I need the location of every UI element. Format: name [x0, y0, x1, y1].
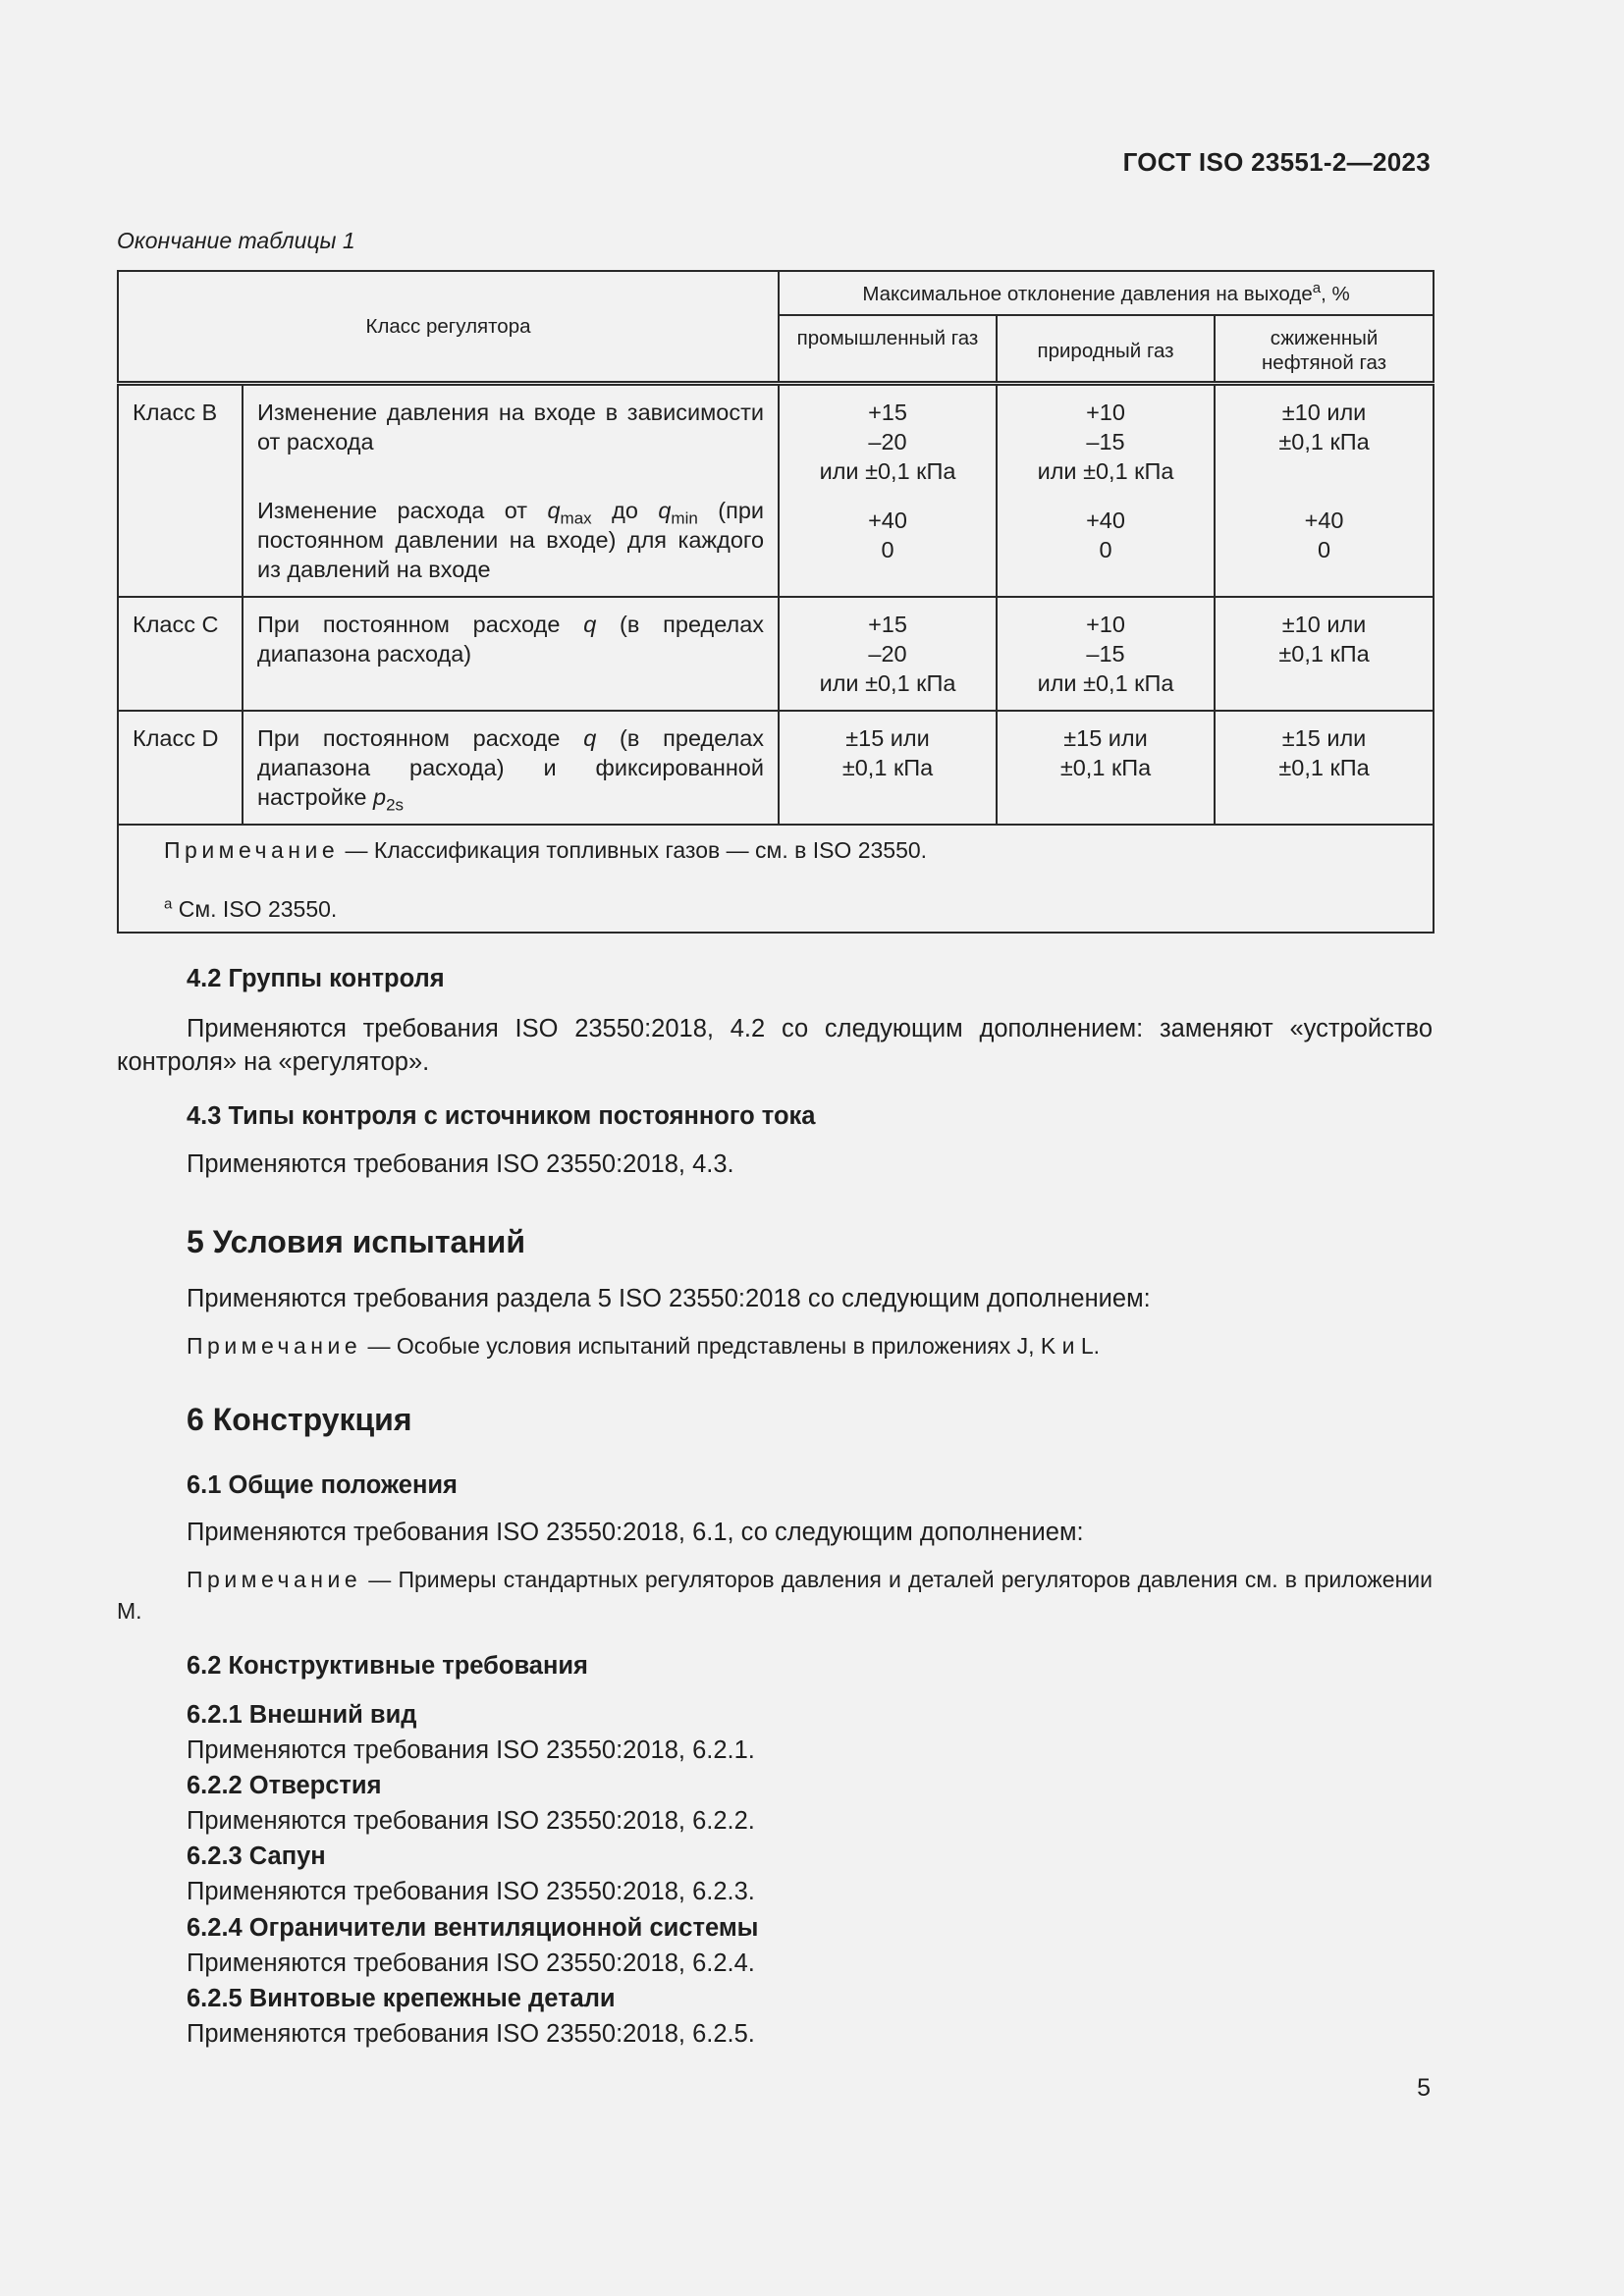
industrial-gas-value: +15 –20 или ±0,1 кПа — [779, 597, 997, 711]
document-code: ГОСТ ISO 23551-2—2023 — [1122, 147, 1431, 177]
section-6-2-4-text: Применяются требования ISO 23550:2018, 6.2.4. — [187, 1949, 755, 1977]
regulator-class-table — [117, 270, 1435, 934]
table-row — [118, 597, 1434, 711]
lpg-value: ±10 или ±0,1 кПа +40 0 — [1215, 384, 1434, 598]
table-footnote: $^a$ См. ISO 23550. — [164, 895, 338, 922]
section-4-3-title: 4.3 Типы контроля с источником постоянного тока — [187, 1102, 816, 1130]
section-6-2-3-title: 6.2.3 Сапун — [187, 1842, 326, 1870]
class-label: Класс C — [118, 597, 243, 711]
section-6-2-2-text: Применяются требования ISO 23550:2018, 6.2.2. — [187, 1807, 755, 1835]
class-label: Класс B — [118, 384, 243, 598]
table-notes — [118, 825, 1434, 933]
industrial-gas-value: +15 –20 или ±0,1 кПа +40 0 — [779, 384, 997, 598]
section-4-2-title: 4.2 Группы контроля — [187, 965, 445, 992]
class-label: Класс D — [118, 711, 243, 825]
industrial-gas-value: ±15 или ±0,1 кПа — [779, 711, 997, 825]
header-max-deviation: Максимальное отклонение давления на выходе$^a$, % — [779, 271, 1434, 315]
section-6-2-5-title: 6.2.5 Винтовые крепежные детали — [187, 1985, 616, 2012]
lpg-value: ±10 или ±0,1 кПа — [1215, 597, 1434, 711]
section-6-2-3-text: Применяются требования ISO 23550:2018, 6.2.3. — [187, 1878, 755, 1905]
header-industrial-gas: промышленный газ — [779, 315, 997, 384]
section-5-title: 5 Условия испытаний — [187, 1224, 525, 1259]
section-6-2-4-title: 6.2.4 Ограничители вентиляционной системы — [187, 1914, 759, 1942]
section-6-2-2-title: 6.2.2 Отверстия — [187, 1772, 382, 1799]
section-6-2-1-title: 6.2.1 Внешний вид — [187, 1701, 417, 1729]
table-caption: Окончание таблицы 1 — [117, 228, 355, 253]
section-6-1-title: 6.1 Общие положения — [187, 1471, 458, 1499]
header-lpg: сжиженный нефтяной газ — [1215, 315, 1434, 384]
table-note: Примечание — Классификация топливных газов — см. в ISO 23550. — [164, 837, 928, 863]
section-4-3-text: Применяются требования ISO 23550:2018, 4.3. — [187, 1150, 734, 1178]
class-description: При постоянном расходе q (в пределах диапазона расхода) и фиксированной настройке $p_{2s}$ — [243, 711, 779, 825]
natural-gas-value: ±15 или ±0,1 кПа — [997, 711, 1215, 825]
section-6-2-1-text: Применяются требования ISO 23550:2018, 6.2.1. — [187, 1736, 755, 1764]
section-5-text: Применяются требования раздела 5 ISO 23550:2018 со следующим дополнением: — [187, 1285, 1151, 1312]
section-5-note: Примечание — Особые условия испытаний представлены в приложениях J, K и L. — [187, 1333, 1101, 1359]
lpg-value: ±15 или ±0,1 кПа — [1215, 711, 1434, 825]
natural-gas-value: +10 –15 или ±0,1 кПа — [997, 597, 1215, 711]
section-6-title: 6 Конструкция — [187, 1402, 412, 1437]
class-description: Изменение давления на входе в зависимости от расхода Изменение расхода от $q_{max}$ до $q_{min}$ (при постоянном давлении на входе) для каждого из давлений на входе — [243, 384, 779, 598]
header-natural-gas: природный газ — [997, 315, 1215, 384]
section-6-2-5-text: Применяются требования ISO 23550:2018, 6.2.5. — [187, 2020, 755, 2048]
table-row — [118, 384, 1434, 598]
section-6-1-text: Применяются требования ISO 23550:2018, 6.1, со следующим дополнением: — [187, 1519, 1084, 1546]
section-6-2-title: 6.2 Конструктивные требования — [187, 1652, 588, 1680]
class-description: При постоянном расходе q (в пределах диапазона расхода) — [243, 597, 779, 711]
natural-gas-value: +10 –15 или ±0,1 кПа +40 0 — [997, 384, 1215, 598]
header-regulator-class: Класс регулятора — [118, 271, 779, 384]
section-6-1-note: Примечание — Примеры стандартных регуляторов давления и деталей регуляторов давления см. в приложении M. — [117, 1567, 1433, 1624]
table-row — [118, 711, 1434, 825]
section-4-2-text: Применяются требования ISO 23550:2018, 4.2 со следующим дополнением: заменяют «устройство контроля» на «регулятор». — [117, 1015, 1433, 1076]
page-number: 5 — [1417, 2074, 1431, 2102]
